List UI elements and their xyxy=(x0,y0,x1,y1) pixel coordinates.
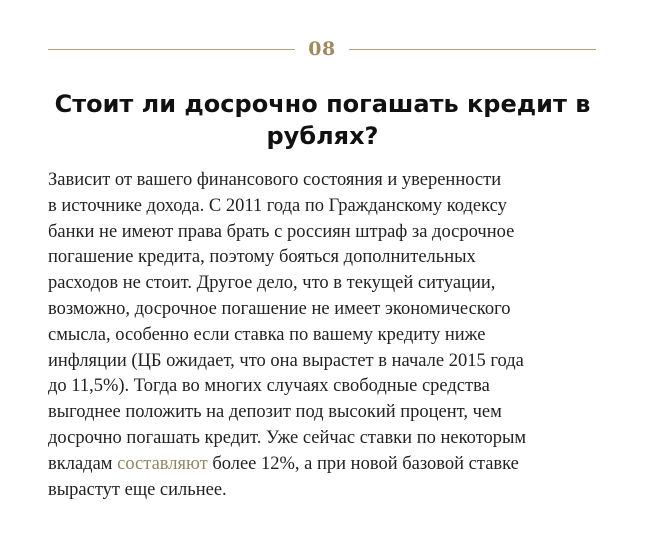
heading-line-2: рублях? xyxy=(266,122,379,150)
body-text-before-link: вкладам xyxy=(48,453,118,474)
body-text-after-link: более 12%, а при новой базовой ставке xyxy=(207,453,519,474)
divider-line-left xyxy=(48,49,295,50)
body-line: расходов не стоит. Другое дело, что в текущей ситуации, xyxy=(48,273,496,294)
body-line: Зависит от вашего финансового состояния и уверенности xyxy=(48,170,502,190)
body-line: смысла, особенно если ставка по вашему кредиту ниже xyxy=(48,324,486,345)
body-line: возможно, досрочное погашение не имеет экономического xyxy=(48,298,511,319)
body-line: вырастут еще сильнее. xyxy=(48,479,227,500)
divider-line-right xyxy=(349,49,596,50)
body-line: досрочно погашать кредит. Уже сейчас ставки по некоторым xyxy=(48,427,527,448)
body-line-with-link xyxy=(48,452,608,478)
body-line: погашение кредита, поэтому бояться дополнительных xyxy=(48,247,476,268)
section-divider xyxy=(48,36,596,62)
body-line: до 11,5%). Тогда во многих случаях свободные средства xyxy=(48,376,490,397)
section-number: 08 xyxy=(308,38,336,60)
heading-line-1: Стоит ли досрочно погашать кредит в xyxy=(54,90,591,118)
body-line: инфляции (ЦБ ожидает, что она вырастет в начале 2015 года xyxy=(48,350,524,371)
section-heading xyxy=(40,88,605,152)
body-line: банки не имеют права брать с россиян штраф за досрочное xyxy=(48,221,515,242)
body-line: в источнике дохода. С 2011 года по Гражданскому кодексу xyxy=(48,195,507,216)
body-line: выгоднее положить на депозит под высокий процент, чем xyxy=(48,402,502,423)
body-paragraph xyxy=(48,168,608,503)
deposit-rates-link[interactable]: составляют xyxy=(117,453,208,474)
